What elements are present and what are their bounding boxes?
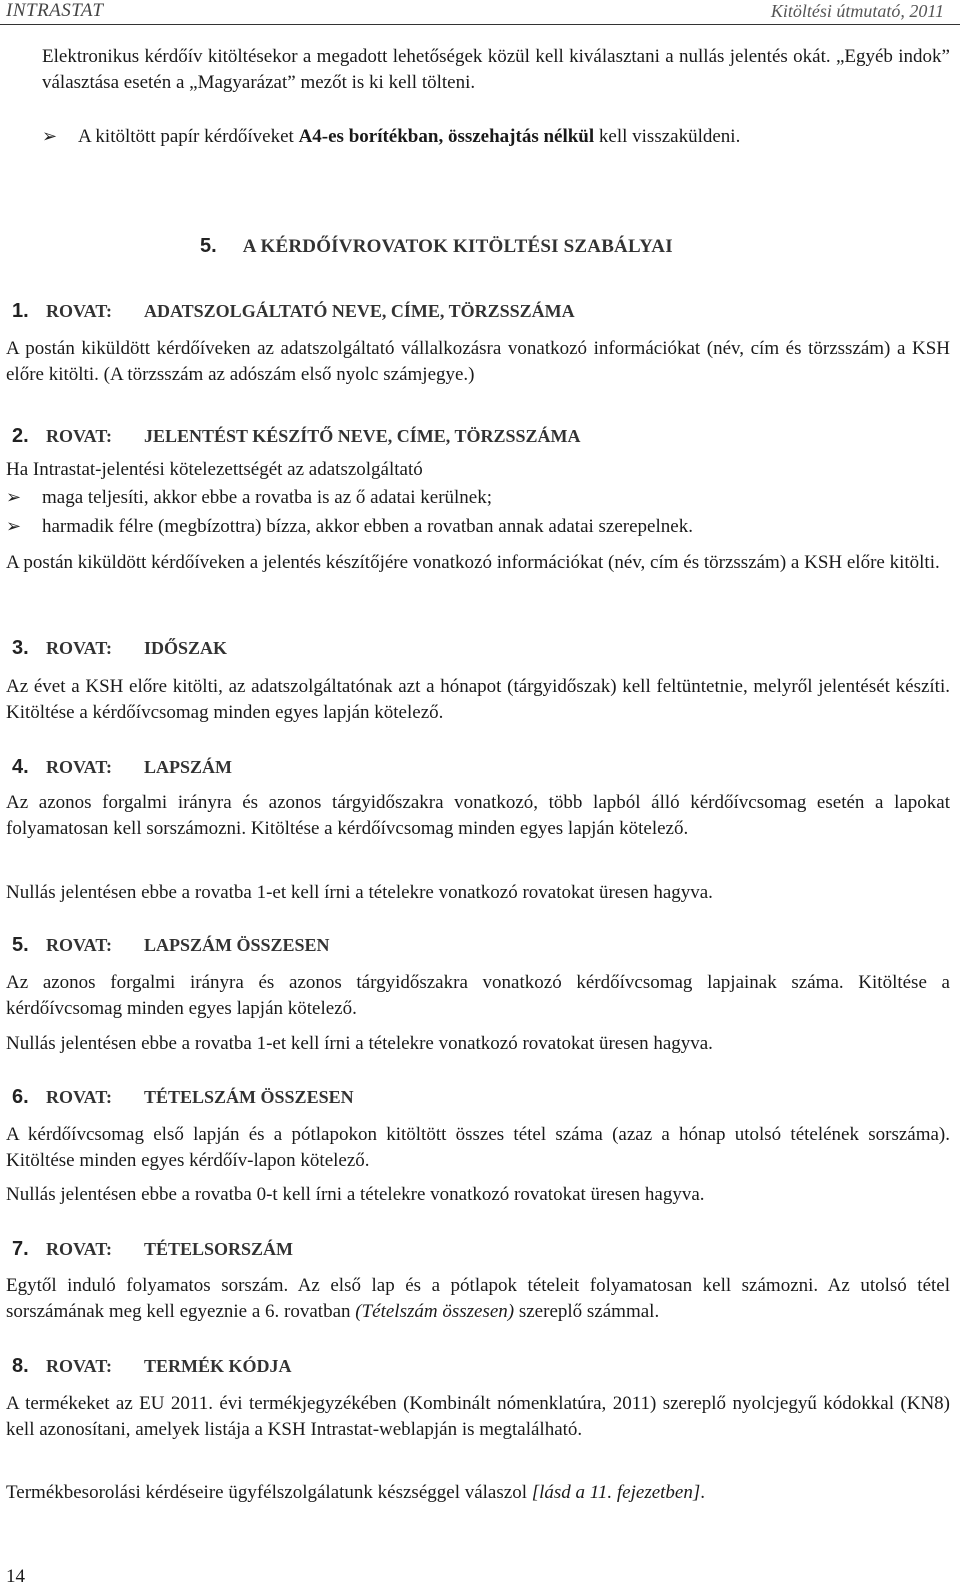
arrow-bullet-icon: ➢ xyxy=(42,126,58,147)
header-title: INTRASTAT xyxy=(6,0,104,21)
arrow-bullet-icon: ➢ xyxy=(6,516,22,537)
rovat-1-heading: 1. ROVAT: ADATSZOLGÁLTATÓ NEVE, CÍME, TÖRZSSZÁMA xyxy=(12,300,575,322)
rovat-5-note: Nullás jelentésen ebbe a rovatba 1-et kell írni a tételekre vonatkozó rovatokat üresen hagyva. xyxy=(6,1033,713,1054)
rovat-2-bullet-2: harmadik félre (megbízottra) bízza, akkor ebben a rovatban annak adatai szerepelnek. xyxy=(42,516,693,537)
rovat-6-text: A kérdőívcsomag első lapján és a pótlapokon kitöltött összes tétel száma (azaz a hónap utolsó tételének sorszáma). Kitöltése minden egyes kérdőív-lapon kötelező. xyxy=(6,1124,950,1171)
rovat-5-text: Az azonos forgalmi irányra és azonos tárgyidőszakra vonatkozó kérdőívcsomag lapjainak száma. Kitöltése a kérdőívcsomag minden egyes lapján kötelező. xyxy=(6,972,950,1019)
rovat-7-heading: 7. ROVAT: TÉTELSORSZÁM xyxy=(12,1238,294,1260)
intro-bullet: A kitöltött papír kérdőíveket A4-es borítékban, összehajtás nélkül kell visszaküldeni. xyxy=(78,126,741,147)
rovat-2-intro: Ha Intrastat-jelentési kötelezettségét az adatszolgáltató xyxy=(6,459,423,480)
rovat-8-text: A termékeket az EU 2011. évi termékjegyzékében (Kombinált nómenklatúra, 2011) szereplő nyolcjegyű kódokkal (KN8) kell azonosítani, amelyek listája a KSH Intrastat-weblapján is megtalálható. xyxy=(6,1393,950,1440)
page-header xyxy=(0,0,960,25)
rovat-8-note: Termékbesorolási kérdéseire ügyfélszolgálatunk készséggel válaszol [lásd a 11. fejezetben]. xyxy=(6,1482,705,1503)
rovat-3-heading: 3. ROVAT: IDŐSZAK xyxy=(12,637,228,659)
rovat-2-text: A postán kiküldött kérdőíveken a jelentés készítőjére vonatkozó információkat (név, cím és törzsszám) a KSH előre kitölti. xyxy=(6,552,940,573)
rovat-3-text: Az évet a KSH előre kitölti, az adatszolgáltatónak azt a hónapot (tárgyidőszak) kell feltüntetnie, melyről jelentését készíti. Kitöltése a kérdőívcsomag minden egyes lapján kötelező. xyxy=(6,676,950,723)
rovat-4-heading: 4. ROVAT: LAPSZÁM xyxy=(12,756,233,778)
rovat-6-heading: 6. ROVAT: TÉTELSZÁM ÖSSZESEN xyxy=(12,1086,354,1108)
rovat-2-heading: 2. ROVAT: JELENTÉST KÉSZÍTŐ NEVE, CÍME, TÖRZSSZÁMA xyxy=(12,425,581,447)
rovat-1-text: A postán kiküldött kérdőíveken az adatszolgáltató vállalkozásra vonatkozó információkat (név, cím és törzsszám) a KSH előre kitölti. (A törzsszám az adószám első nyolc számjegye.) xyxy=(6,338,950,385)
rovat-6-note: Nullás jelentésen ebbe a rovatba 0-t kell írni a tételekre vonatkozó rovatokat üresen hagyva. xyxy=(6,1184,705,1205)
rovat-8-heading: 8. ROVAT: TERMÉK KÓDJA xyxy=(12,1355,292,1377)
header-subtitle: Kitöltési útmutató, 2011 xyxy=(770,1,944,21)
section-title: 5. A KÉRDŐÍVROVATOK KITÖLTÉSI SZABÁLYAI xyxy=(200,235,673,257)
rovat-2-bullet-1: maga teljesíti, akkor ebbe a rovatba is az ő adatai kerülnek; xyxy=(42,487,493,508)
arrow-bullet-icon: ➢ xyxy=(6,487,22,508)
rovat-4-note: Nullás jelentésen ebbe a rovatba 1-et kell írni a tételekre vonatkozó rovatokat üresen hagyva. xyxy=(6,882,713,903)
rovat-7-text: Egytől induló folyamatos sorszám. Az első lap és a pótlapok tételeit folyamatosan kell számozni. Az utolsó tétel sorszámának meg kell egyeznie a 6. rovatban (Tételszám összesen) szereplő számmal. xyxy=(6,1275,950,1322)
page-number: 14 xyxy=(6,1566,25,1587)
intro-paragraph: Elektronikus kérdőív kitöltésekor a megadott lehetőségek közül kell kiválasztani a nullás jelentés okát. „Egyéb indok” választása esetén a „Magyarázat” mezőt is ki kell tölteni. xyxy=(42,46,950,93)
rovat-4-text: Az azonos forgalmi irányra és azonos tárgyidőszakra vonatkozó, több lapból álló kérdőívcsomag esetén a lapokat folyamatosan kell sorszámozni. Kitöltése a kérdőívcsomag minden egyes lapján kötelező. xyxy=(6,792,950,839)
rovat-5-heading: 5. ROVAT: LAPSZÁM ÖSSZESEN xyxy=(12,934,330,956)
